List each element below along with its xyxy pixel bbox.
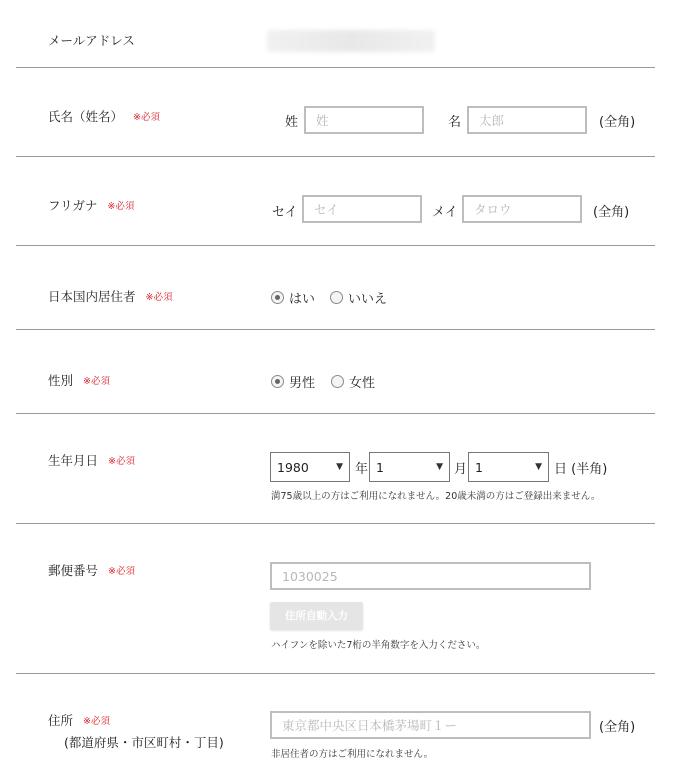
email-value-redacted	[267, 30, 435, 52]
gender-female-label: 女性	[349, 376, 376, 391]
radio-checked-icon[interactable]	[271, 375, 284, 388]
postal-code-input[interactable]	[270, 562, 591, 590]
residence-label	[48, 287, 172, 305]
sei-kana-label: セイ	[272, 205, 298, 220]
address-autofill-button[interactable]: 住所自動入力	[270, 602, 363, 630]
email-label: メールアドレス	[48, 33, 135, 48]
postal-label-text: 郵便番号	[48, 563, 99, 578]
month-unit: 月	[454, 462, 468, 477]
birth-day-select[interactable]	[468, 452, 549, 482]
birthdate-label	[48, 451, 135, 469]
postal-required-badge: ※必須	[108, 566, 135, 577]
chevron-down-icon: ▼	[436, 462, 443, 472]
postal-label	[48, 561, 135, 579]
chevron-down-icon: ▼	[535, 462, 542, 472]
name-required-badge: ※必須	[133, 112, 160, 123]
residence-yes-radio[interactable]	[271, 288, 315, 307]
postal-row	[16, 524, 655, 674]
postal-format-note: ハイフンを除いた7桁の半角数字を入力ください。	[271, 640, 486, 651]
birth-year-value: 1980	[277, 459, 309, 475]
radio-checked-icon[interactable]	[271, 291, 284, 304]
name-label	[48, 107, 160, 125]
birth-year-select[interactable]	[270, 452, 350, 482]
mei-kana-label: メイ	[432, 205, 458, 220]
address-label	[48, 711, 110, 729]
last-name-kana-input[interactable]	[302, 195, 422, 223]
radio-unchecked-icon[interactable]	[331, 375, 344, 388]
residence-required-badge: ※必須	[145, 292, 173, 303]
address-label-text: 住所	[48, 713, 74, 728]
birth-month-value: 1	[376, 459, 384, 475]
sei-label: 姓	[285, 115, 299, 130]
gender-label	[48, 371, 110, 389]
address-sublabel: (都道府県・市区町村・丁目)	[64, 735, 224, 750]
address-input[interactable]	[270, 711, 591, 739]
chevron-down-icon: ▼	[336, 462, 343, 472]
radio-unchecked-icon[interactable]	[330, 291, 343, 304]
birthdate-age-note: 満75歳以上の方はご利用になれません。20歳未満の方はご登録出来ません。	[271, 491, 601, 502]
kana-label	[48, 196, 134, 214]
gender-required-badge: ※必須	[83, 376, 110, 387]
name-label-text: 氏名（姓名）	[48, 109, 124, 124]
gender-female-radio[interactable]	[331, 372, 375, 391]
residence-label-text: 日本国内居住者	[48, 289, 136, 304]
kana-fullwidth-note: (全角)	[593, 205, 630, 220]
mei-label: 名	[448, 115, 462, 130]
address-required-badge: ※必須	[83, 716, 110, 727]
kana-label-text: フリガナ	[48, 198, 98, 213]
gender-male-radio[interactable]	[271, 372, 315, 391]
residence-yes-label: はい	[289, 292, 316, 307]
birthdate-label-text: 生年月日	[48, 453, 99, 468]
gender-male-label: 男性	[289, 376, 316, 391]
first-name-input[interactable]	[467, 106, 587, 134]
kana-required-badge: ※必須	[107, 201, 135, 212]
gender-label-text: 性別	[48, 373, 74, 388]
address-resident-note: 非居住者の方はご利用になれません。	[271, 749, 434, 760]
last-name-input[interactable]	[304, 106, 424, 134]
residence-no-radio[interactable]	[330, 288, 387, 307]
first-name-kana-input[interactable]	[462, 195, 582, 223]
day-unit: 日 (半角)	[554, 462, 608, 477]
residence-no-label: いいえ	[348, 292, 388, 307]
birth-month-select[interactable]	[369, 452, 450, 482]
year-unit: 年	[355, 462, 369, 477]
birth-day-value: 1	[475, 459, 483, 475]
birthdate-required-badge: ※必須	[108, 456, 135, 467]
address-fullwidth-note: (全角)	[599, 720, 636, 735]
name-fullwidth-note: (全角)	[599, 115, 636, 130]
